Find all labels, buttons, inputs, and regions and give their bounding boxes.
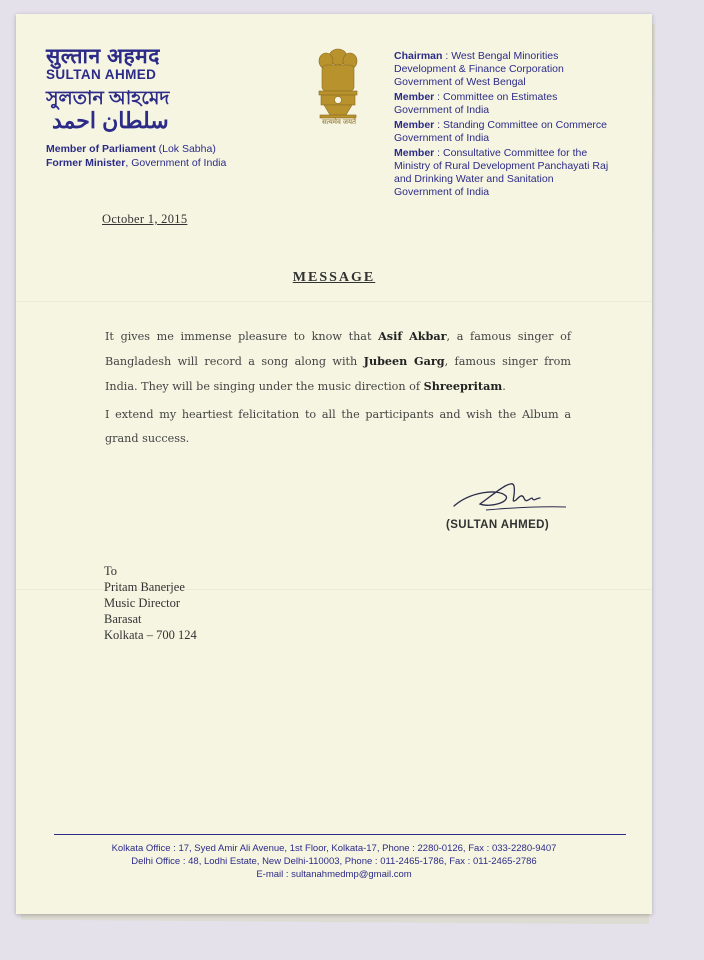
message-paragraph-2: I extend my heartiest felicitation to all the participants and wish the Album a grand success. — [105, 408, 571, 445]
message-paragraph-1: It gives me immense pleasure to know that Asif Akbar, a famous singer of Bangladesh will record a song along with Jubeen Garg, famous singer from India. They will be singing under the music direction of Shreepritam. — [105, 329, 571, 393]
fold-line — [16, 301, 652, 302]
recipient-line: Music Director — [104, 596, 181, 610]
footer-delhi-office: Delhi Office : 48, Lodhi Estate, New Delhi-110003, Phone : 011-2465-1786, Fax : 011-2465-2786 — [131, 856, 537, 867]
role-former-minister: Former Minister, Government of India — [46, 157, 227, 169]
signature-icon — [450, 474, 570, 524]
position-chairman: Chairman : West Bengal Minorities Development & Finance Corporation Government of West Bengal — [394, 50, 564, 88]
footer-divider — [54, 834, 626, 835]
footer-kolkata-office: Kolkata Office : 17, Syed Amir Ali Avenue, 1st Floor, Kolkata-17, Phone : 2280-0126, Fax : 033-2280-9407 — [111, 843, 557, 854]
recipient-address — [104, 563, 197, 643]
position-commerce: Member : Standing Committee on Commerce Government of India — [394, 119, 608, 144]
name-bengali: সুলতান আহমেদ — [46, 88, 170, 109]
footer-email: E-mail : sultanahmedmp@gmail.com — [256, 869, 412, 880]
recipient-line: To — [104, 564, 118, 578]
name-urdu: سلطان احمد — [52, 108, 169, 133]
position-estimates: Member : Committee on Estimates Government of India — [394, 91, 558, 116]
letter-date: October 1, 2015 — [102, 212, 188, 226]
emblem-motto: सत्यमेव जयते — [321, 119, 357, 126]
recipient-line: Pritam Banerjee — [104, 580, 185, 594]
recipient-line: Kolkata – 700 124 — [104, 628, 197, 642]
position-rural-development: Member : Consultative Committee for the Ministry of Rural Development Panchayati Raj and Drinking Water and Sanitation Government of India — [394, 147, 609, 198]
recipient-line: Barasat — [104, 612, 142, 626]
role-mp: Member of Parliament (Lok Sabha) — [46, 143, 216, 155]
positions-list — [394, 50, 644, 199]
name-hindi: सुल्तान अहमद — [46, 45, 160, 68]
signatory-name: (SULTAN AHMED) — [446, 519, 550, 531]
letter-heading: MESSAGE — [292, 270, 376, 285]
name-english: SULTAN AHMED — [46, 67, 157, 82]
letter-sheet — [16, 14, 652, 914]
